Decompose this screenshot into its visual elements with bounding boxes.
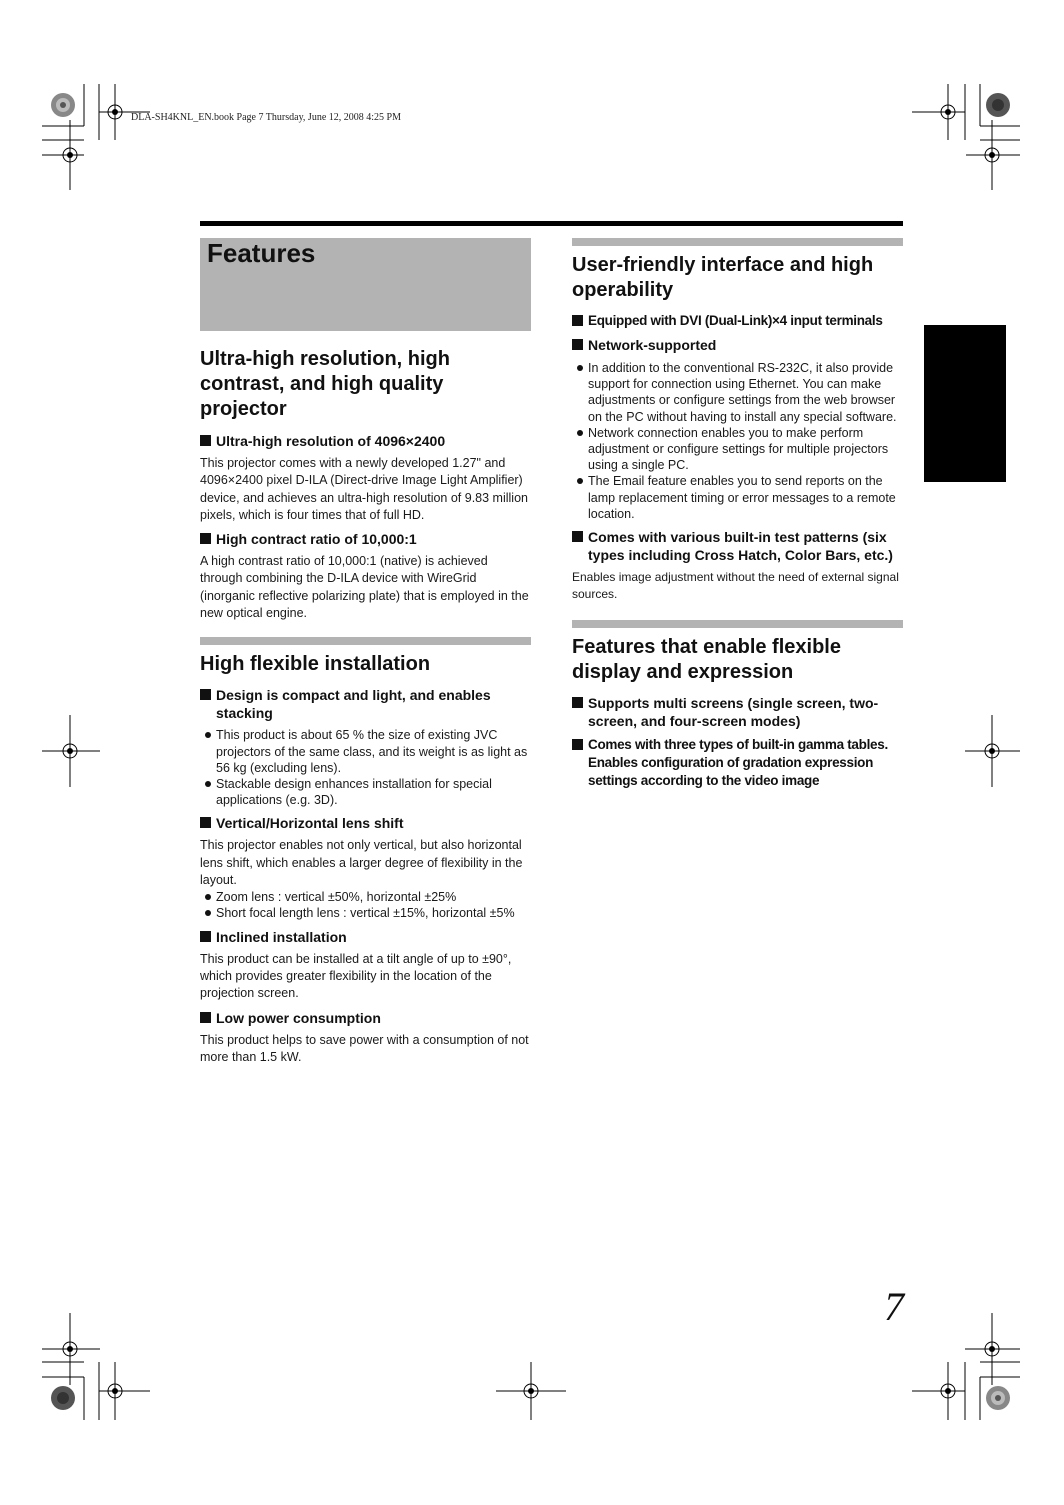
bullet-dot-icon bbox=[205, 894, 211, 900]
list-item: Stackable design enhances installation for special applications (e.g. 3D). bbox=[200, 776, 531, 808]
section-rule bbox=[200, 637, 531, 645]
paragraph-contrast: A high contrast ratio of 10,000:1 (native) is achieved through combining the D-ILA device with WireGrid (inorganic reflective polarizing plate) that is employed in the new optical engine. bbox=[200, 554, 529, 621]
section-heading-installation: High flexible installation bbox=[200, 653, 431, 676]
paragraph-resolution: This projector comes with a newly developed 1.27" and 4096×2400 pixel D-ILA (Direct-drive Image Light Amplifier) device, and achieves an ultra-high resolution of 9.83 million pixels, which is four times that of full HD. bbox=[200, 456, 528, 522]
square-bullet-icon bbox=[200, 435, 211, 446]
section-heading-interface: User-friendly interface and high operability bbox=[572, 254, 874, 301]
paragraph-inclined: This product can be installed at a tilt angle of up to ±90°, which provides greater flexibility in the location of the projection screen. bbox=[200, 951, 512, 1001]
paragraph-power: This product helps to save power with a consumption of not more than 1.5 kW. bbox=[200, 1032, 529, 1064]
page-number: 7 bbox=[884, 1284, 904, 1329]
section-rule bbox=[572, 238, 903, 246]
subheading-gamma: Comes with three types of built-in gamma tables. Enables configuration of gradation expression settings according to the video image bbox=[572, 736, 903, 790]
square-bullet-icon bbox=[572, 739, 583, 750]
square-bullet-icon bbox=[572, 531, 583, 542]
features-title-box bbox=[200, 238, 531, 331]
subheading-multi-screens: Supports multi screens (single screen, two-screen, and four-screen modes) bbox=[572, 694, 903, 730]
subheading-network: Network-supported bbox=[572, 336, 903, 354]
bullet-list-lens bbox=[200, 889, 531, 921]
top-rule bbox=[200, 221, 903, 226]
square-bullet-icon bbox=[572, 315, 583, 326]
book-info-line: DLA-SH4KNL_EN.book Page 7 Thursday, June 12, 2008 4:25 PM bbox=[131, 112, 401, 123]
square-bullet-icon bbox=[200, 533, 211, 544]
square-bullet-icon bbox=[200, 931, 211, 942]
bullet-dot-icon bbox=[205, 732, 211, 738]
list-item: Zoom lens : vertical ±50%, horizontal ±25% bbox=[200, 889, 531, 905]
subheading-compact: Design is compact and light, and enables stacking bbox=[200, 686, 531, 722]
square-bullet-icon bbox=[200, 817, 211, 828]
subheading-resolution: Ultra-high resolution of 4096×2400 bbox=[200, 432, 531, 450]
square-bullet-icon bbox=[572, 339, 583, 350]
paragraph-test-patterns: Enables image adjustment without the need of external signal sources. bbox=[572, 570, 899, 602]
list-item: In addition to the conventional RS-232C, it also provide support for connection using Ethernet. You can make adjustments or configure settings from the web browser on the PC without having to install any special software. bbox=[572, 360, 903, 425]
left-column bbox=[200, 238, 531, 1066]
section-heading-resolution: Ultra-high resolution, high contrast, and high quality projector bbox=[200, 348, 450, 420]
bullet-dot-icon bbox=[205, 910, 211, 916]
list-item: Network connection enables you to make perform adjustment or configure settings for multiple projectors using a single PC. bbox=[572, 425, 903, 474]
section-heading-flexible-display: Features that enable flexible display and expression bbox=[572, 635, 841, 683]
section-rule bbox=[572, 620, 903, 628]
list-item: This product is about 65 % the size of existing JVC projectors of the same class, and its weight is as light as 56 kg (excluding lens). bbox=[200, 727, 531, 776]
right-column bbox=[572, 238, 903, 790]
square-bullet-icon bbox=[572, 697, 583, 708]
subheading-test-patterns: Comes with various built-in test patterns (six types including Cross Hatch, Color Bars, etc.) bbox=[572, 528, 903, 564]
subheading-dvi: Equipped with DVI (Dual-Link)×4 input terminals bbox=[572, 312, 903, 330]
chapter-side-tab bbox=[924, 325, 1006, 482]
list-item: The Email feature enables you to send reports on the lamp replacement timing or error messages to a remote location. bbox=[572, 473, 903, 522]
square-bullet-icon bbox=[200, 1012, 211, 1023]
list-item: Short focal length lens : vertical ±15%, horizontal ±5% bbox=[200, 905, 531, 921]
bullet-list-network bbox=[572, 360, 903, 522]
bullet-dot-icon bbox=[205, 781, 211, 787]
bullet-dot-icon bbox=[577, 478, 583, 484]
subheading-contrast: High contract ratio of 10,000:1 bbox=[200, 530, 531, 548]
bullet-list-compact bbox=[200, 727, 531, 808]
subheading-power: Low power consumption bbox=[200, 1009, 531, 1027]
subheading-lens-shift: Vertical/Horizontal lens shift bbox=[200, 814, 531, 832]
square-bullet-icon bbox=[200, 689, 211, 700]
page-title: Features bbox=[207, 238, 316, 268]
bullet-dot-icon bbox=[577, 365, 583, 371]
paragraph-lens-shift: This projector enables not only vertical, but also horizontal lens shift, which enables a larger degree of flexibility in the layout. bbox=[200, 838, 523, 887]
bullet-dot-icon bbox=[577, 430, 583, 436]
subheading-inclined: Inclined installation bbox=[200, 928, 531, 946]
